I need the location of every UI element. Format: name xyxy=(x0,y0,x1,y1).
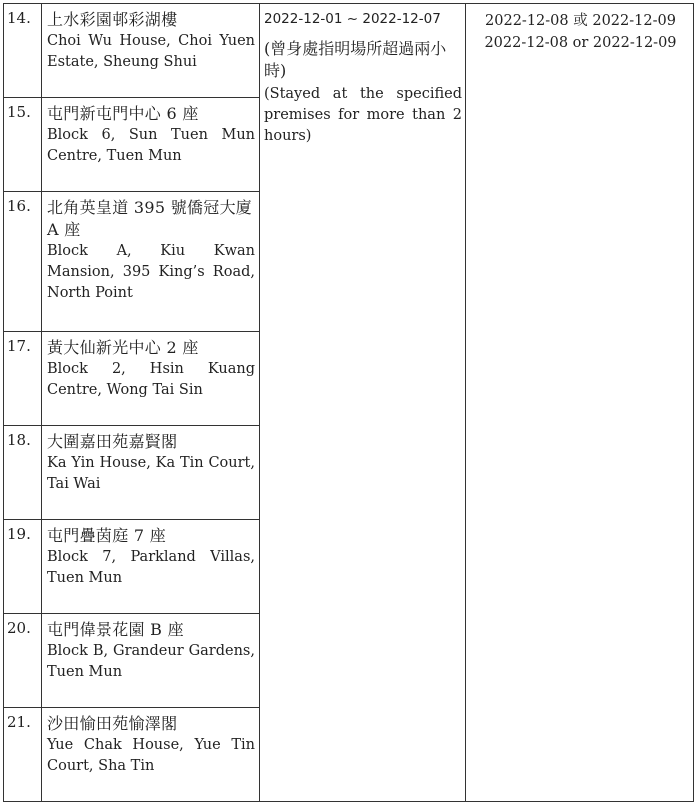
premises-name-en: Block A, Kiu Kwan Mansion, 395 King’s Road, North Point xyxy=(47,243,255,301)
test-date-cell xyxy=(466,4,694,802)
premises-cell xyxy=(42,614,260,708)
row-number: 18. xyxy=(4,426,42,520)
visit-date-cell xyxy=(260,4,466,802)
visit-note-en: (Stayed at the specified premises for more than 2 hours) xyxy=(264,86,462,144)
table-row xyxy=(4,4,694,98)
premises-name-en: Choi Wu House, Choi Yuen Estate, Sheung Shui xyxy=(47,33,255,70)
premises-name-zh: 黃大仙新光中心 2 座 xyxy=(47,338,199,357)
row-number: 15. xyxy=(4,98,42,192)
row-number: 21. xyxy=(4,708,42,802)
row-number: 20. xyxy=(4,614,42,708)
test-date-en: 2022-12-08 or 2022-12-09 xyxy=(484,35,677,51)
premises-cell xyxy=(42,520,260,614)
premises-name-en: Yue Chak House, Yue Tin Court, Sha Tin xyxy=(47,737,255,774)
premises-cell xyxy=(42,426,260,520)
premises-name-zh: 上水彩園邨彩湖樓 xyxy=(47,10,178,29)
premises-name-en: Ka Yin House, Ka Tin Court, Tai Wai xyxy=(47,455,255,492)
row-number: 19. xyxy=(4,520,42,614)
premises-name-zh: 大圍嘉田苑嘉賢閣 xyxy=(47,432,178,451)
visit-note-zh: (曾身處指明場所超過兩小時) xyxy=(264,39,447,80)
premises-name-en: Block 7, Parkland Villas, Tuen Mun xyxy=(47,549,255,586)
premises-name-en: Block 2, Hsin Kuang Centre, Wong Tai Sin xyxy=(47,361,255,398)
premises-name-zh: 屯門新屯門中心 6 座 xyxy=(47,104,199,123)
premises-cell xyxy=(42,4,260,98)
premises-table xyxy=(3,3,694,802)
premises-name-zh: 屯門疊茵庭 7 座 xyxy=(47,526,167,545)
row-number: 17. xyxy=(4,332,42,426)
premises-name-zh: 屯門偉景花園 B 座 xyxy=(47,620,184,639)
premises-name-en: Block B, Grandeur Gardens, Tuen Mun xyxy=(47,643,255,680)
premises-name-zh: 沙田愉田苑愉澤閣 xyxy=(47,714,178,733)
test-date-zh: 2022-12-08 或 2022-12-09 xyxy=(485,13,676,29)
premises-name-en: Block 6, Sun Tuen Mun Centre, Tuen Mun xyxy=(47,127,255,164)
row-number: 16. xyxy=(4,192,42,332)
premises-name-zh: 北角英皇道 395 號僑冠大廈 A 座 xyxy=(47,198,253,239)
visit-date-range: 2022-12-01 ~ 2022-12-07 xyxy=(264,11,441,27)
premises-cell xyxy=(42,192,260,332)
premises-cell xyxy=(42,708,260,802)
row-number: 14. xyxy=(4,4,42,98)
premises-cell xyxy=(42,332,260,426)
premises-cell xyxy=(42,98,260,192)
